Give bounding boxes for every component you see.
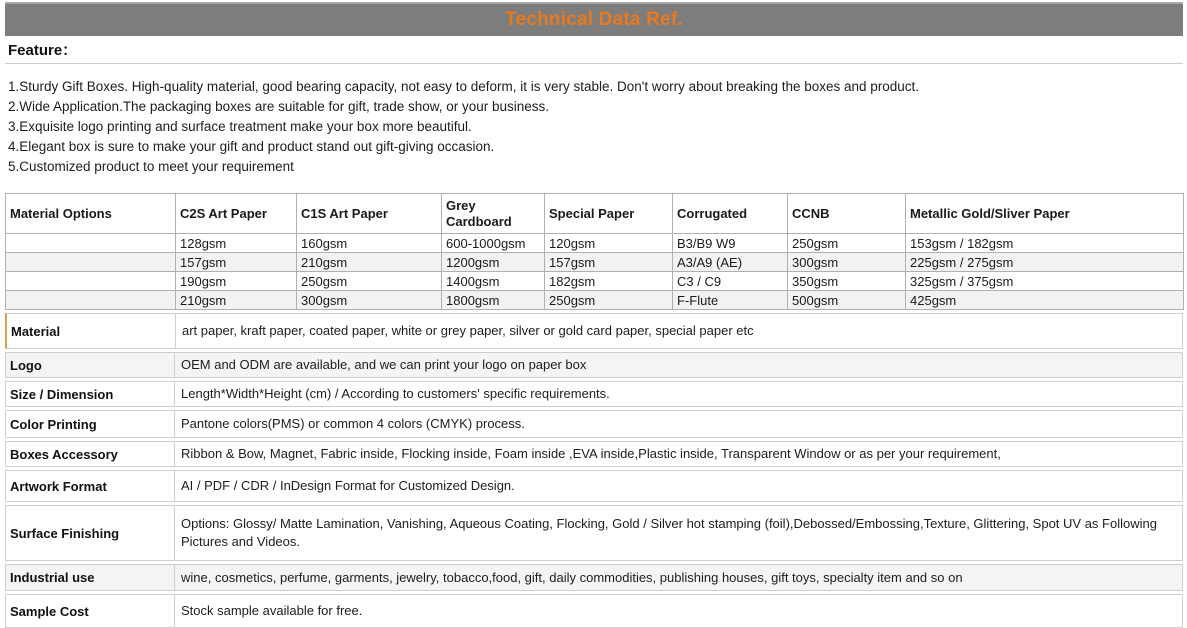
table-cell: 600-1000gsm	[442, 234, 545, 253]
feature-item: 1.Sturdy Gift Boxes. High-quality material, good bearing capacity, not easy to deform, it is very stable. Don't worry about breaking the boxes and product.	[8, 79, 920, 94]
table-cell: 250gsm	[297, 272, 442, 291]
table-cell: 160gsm	[297, 234, 442, 253]
spec-label: Color Printing	[6, 411, 175, 437]
spec-label: Sample Cost	[6, 595, 175, 627]
table-cell: 500gsm	[788, 291, 906, 310]
table-cell: 190gsm	[176, 272, 297, 291]
feature-item: 5.Customized product to meet your requirement	[8, 159, 294, 174]
table-cell: C3 / C9	[673, 272, 788, 291]
column-header: C2S Art Paper	[176, 194, 297, 234]
spec-value: Options: Glossy/ Matte Lamination, Vanishing, Aqueous Coating, Flocking, Gold / Silver hot stamping (foil),Debossed/Embossing,Texture, Glittering, Spot UV as Following Pictures and Videos.	[181, 516, 1157, 549]
table-cell: 1800gsm	[442, 291, 545, 310]
column-header: CCNB	[788, 194, 906, 234]
feature-section-header	[5, 36, 1183, 64]
column-header: Grey Cardboard	[442, 194, 545, 234]
spec-label: Industrial use	[6, 565, 175, 590]
feature-list	[5, 64, 1183, 186]
table-cell	[6, 253, 176, 272]
spec-value: Pantone colors(PMS) or common 4 colors (CMYK) process.	[181, 416, 525, 431]
materials-header-row	[6, 194, 1184, 234]
spec-row	[5, 441, 1183, 467]
spec-value: Length*Width*Height (cm) / According to customers' specific requirements.	[181, 386, 610, 401]
table-cell	[6, 272, 176, 291]
spec-value: OEM and ODM are available, and we can print your logo on paper box	[181, 357, 587, 372]
table-row	[6, 253, 1184, 272]
table-cell: 120gsm	[545, 234, 673, 253]
table-cell: 157gsm	[176, 253, 297, 272]
spec-value: AI / PDF / CDR / InDesign Format for Customized Design.	[181, 478, 515, 493]
spec-row	[5, 313, 1183, 349]
spec-label: Boxes Accessory	[6, 442, 175, 466]
materials-table	[5, 193, 1184, 310]
table-cell: 300gsm	[788, 253, 906, 272]
title-banner	[5, 2, 1183, 36]
table-row	[6, 272, 1184, 291]
spec-row	[5, 594, 1183, 628]
table-cell: 1200gsm	[442, 253, 545, 272]
feature-heading: Feature：	[8, 42, 78, 59]
spec-row	[5, 470, 1183, 502]
table-cell: A3/A9 (AE)	[673, 253, 788, 272]
spec-label: Material	[7, 314, 176, 348]
table-cell	[6, 234, 176, 253]
spec-row	[5, 564, 1183, 591]
spec-section	[5, 313, 1183, 628]
spec-label: Logo	[6, 353, 175, 377]
table-cell: 300gsm	[297, 291, 442, 310]
spec-value: wine, cosmetics, perfume, garments, jewelry, tobacco,food, gift, daily commodities, publishing houses, gift toys, specialty item and so on	[181, 569, 963, 585]
table-cell: 182gsm	[545, 272, 673, 291]
spec-value: Stock sample available for free.	[181, 603, 363, 618]
feature-item: 4.Elegant box is sure to make your gift and product stand out gift-giving occasion.	[8, 139, 495, 154]
feature-item: 2.Wide Application.The packaging boxes are suitable for gift, trade show, or your business.	[8, 99, 550, 114]
spec-value: art paper, kraft paper, coated paper, white or grey paper, silver or gold card paper, special paper etc	[182, 323, 754, 338]
table-cell: 350gsm	[788, 272, 906, 291]
table-cell: 210gsm	[297, 253, 442, 272]
table-cell: 250gsm	[545, 291, 673, 310]
table-cell: 1400gsm	[442, 272, 545, 291]
table-row	[6, 291, 1184, 310]
table-cell: F-Flute	[673, 291, 788, 310]
table-cell: 153gsm / 182gsm	[906, 234, 1184, 253]
column-header: Corrugated	[673, 194, 788, 234]
page-title: Technical Data Ref.	[505, 9, 683, 30]
column-header: Special Paper	[545, 194, 673, 234]
feature-item: 3.Exquisite logo printing and surface treatment make your box more beautiful.	[8, 119, 472, 134]
table-row	[6, 234, 1184, 253]
table-cell: 425gsm	[906, 291, 1184, 310]
table-cell: 250gsm	[788, 234, 906, 253]
column-header: C1S Art Paper	[297, 194, 442, 234]
spec-row	[5, 505, 1183, 561]
table-cell: B3/B9 W9	[673, 234, 788, 253]
table-cell: 157gsm	[545, 253, 673, 272]
table-cell: 128gsm	[176, 234, 297, 253]
table-cell: 210gsm	[176, 291, 297, 310]
spec-row	[5, 410, 1183, 438]
table-cell: 225gsm / 275gsm	[906, 253, 1184, 272]
column-header: Metallic Gold/Sliver Paper	[906, 194, 1184, 234]
spec-label: Artwork Format	[6, 471, 175, 501]
spec-value: Ribbon & Bow, Magnet, Fabric inside, Flocking inside, Foam inside ,EVA inside,Plastic inside, Transparent Window or as per your requirement,	[181, 446, 1001, 461]
spec-label: Surface Finishing	[6, 506, 175, 560]
column-header: Material Options	[6, 194, 176, 234]
spec-row	[5, 381, 1183, 407]
spec-label: Size / Dimension	[6, 382, 175, 406]
table-cell	[6, 291, 176, 310]
table-cell: 325gsm / 375gsm	[906, 272, 1184, 291]
spec-row	[5, 352, 1183, 378]
